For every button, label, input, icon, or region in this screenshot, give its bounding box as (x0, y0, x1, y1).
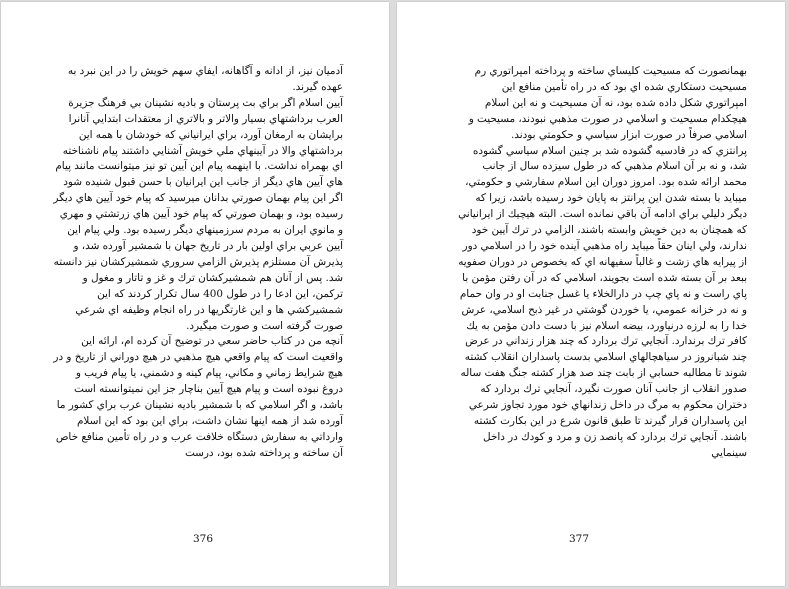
paragraph: آدميان نيز، از ادانه و آگاهانه، ايفاي سهم خويش را در اين نبرد به عهده گيرند. (67, 65, 343, 93)
page-text (53, 64, 343, 462)
page-right (397, 2, 785, 586)
page-number: 377 (568, 533, 590, 545)
paragraph: آيين اسلام اگر براي بت پرستان و باديه نشينان بي فرهنگ جزيرة العرب برداشتهاي بسيار والاتر و بالاتري از معتقدات ابتدايي آنانرا برايشان به ارمغان آورد، براي ايرانياني كه خودشان با همه اين برداشتهاي والا در آيينهاي ملي خويش آشنايي داشتند پيام ناشناخته اي بهمراه نداشت. با اينهمه پيام اين آيين تو نيز ميتوانست مانند پيام هاي آيين هاي ديگر از جانب اين ايرانيان با حسن قبول شنيده شود اگر اين پيام بهمان صورتي بدانان ميرسيد كه پيام خود آيين هاي ديگر رسيده بود، و بهمان صورتي كه پيام خود آيين هاي زرتشتي و مهري و مانوي ايران به مردم سرزمينهاي ديگر رسيده بود. ولي پيام اين آيين عربي براي اولين بار در تاريخ جهان با شمشير آورده شد، و پذيرش آن مستلزم پذيرش الزامي سروري شمشيركشان نيز دانسته شد. پس از آنان هم شمشيركشان ترك و غز و تاتار و مغول و تركمن، اين ادعا را در طول 400 سال تكرار كردند كه اين شمشيركشي ها و اين غارتگريها در راه انجام وظيفه اي شرعي صورت گرفته است و صورت ميگيرد. (53, 96, 343, 332)
page-left (1, 2, 389, 586)
paragraph: بهمانصورت كه مسيحيت كليساي ساخته و پرداخته امپراتوري رم مسيحيت دستكاري شده اي بود كه در راه تأمين منافع اين امپراتوري شكل داده شده بود، نه آن مسيحيت و نه اين اسلام هيچكدام مسيحيت و اسلامي در صورت مذهبي نبودند، مسيحيت و اسلامي صرفاً در صورت ابزار سياسي و حكومتي بودند. (468, 65, 747, 141)
paragraph: آنچه من در كتاب حاضر سعي در توضيح آن كرده ام، ارائه اين واقعيت است كه پيام واقعي هيچ مذهبي در هيچ دوراني از تاريخ و در هيچ شرايط زماني و مكاني، پيام كينه و دشمني، يا پيام فريب و دروغ نبوده است و پيام هيچ آيين بناچار جز اين نميتوانسته است باشد، و اگر اسلامي كه با شمشير باديه نشينان عرب براي كشور ما آورده شد از همه اينها نشان داشت، براي اين بود كه اين اسلام وارداتي به سفارش دستگاه خلافت عرب و در راه تأمين منافع خاص آن ساخته و پرداخته شده بود، درست (53, 335, 343, 459)
page-number: 376 (192, 533, 214, 545)
page-text (457, 64, 747, 462)
paragraph: پرانتزي كه در قادسيه گشوده شد بر چنين اسلام سياسي گشوده شد، و نه بر آن اسلام مذهبي كه در طول سيزده سال از جانب محمد ارائه شده بود. امروز دوران اين اسلام سفارشي و حكومتي، ميبايد با بسته شدن اين پرانتز به پايان خود رسيده باشد، زيرا كه ديگر دليلي براي ادامه آن باقي نمانده است. البته هيچيك از ايرانياني كه همچنان به دين خويش وابسته باشند، الزامي در ترك آيين خود ندارند، ولي اينان حقاً ميبايد راه مذهبي آينده خود را در اسلامي دور از پيرايه هاي زشت و غالباً سفيهانه اي كه بخصوص در دوران صفويه ببعد بر آن بسته شده است بجويند، اسلامي كه در آن رفتن مؤمن با پاي راست و نه پاي چپ در دارالخلاء يا غسل جنابت او در وان حمام و نه در خزانه عمومي، يا خوردن گوشتي در غير ذبح اسلامي، عرش خدا را به لرزه درنياورد، بيضه اسلام نيز با دست دادن مؤمن به يك كافر ترك برندارد. آنجايي ترك بردارد كه چند هزار زنداني در عرض چند شبانروز در سياهچالهاي اسلامي بدست پاسداران انقلاب كشته شوند تا مطالبه حسابي از بابت چند صد هزار كشته جنگ هفت ساله صدور انقلاب از جانب آنان صورت نگيرد، آنجايي ترك بردارد كه دختران محكوم به مرگ در داخل زندانهاي خود مورد تجاوز شرعي اين پاسداران قرار گيرند تا طبق قانون شرع در اين بكارت كشته باشند. آنجايي ترك بردارد كه پانصد زن و مرد و كودك در داخل سينمايي (458, 144, 747, 459)
